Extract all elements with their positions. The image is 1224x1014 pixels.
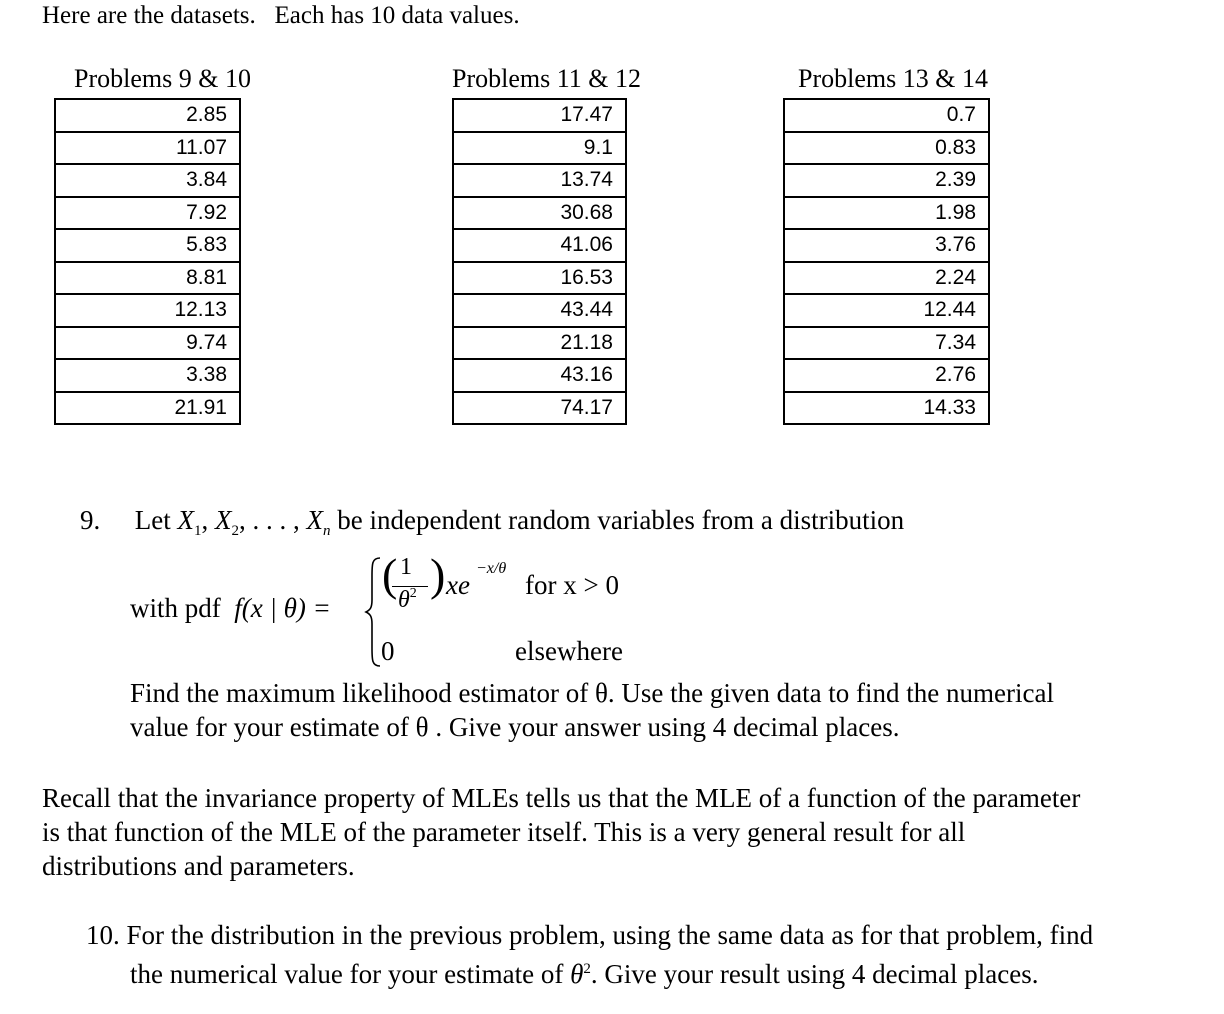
ellipsis: . . . ,: [252, 505, 300, 535]
table-cell: 21.91: [55, 392, 240, 425]
subscript-n: n: [322, 523, 331, 539]
theta-symbol: θ: [570, 959, 584, 989]
table-row: [55, 327, 240, 360]
table-cell: 2.76: [784, 359, 989, 392]
table-cell: 43.44: [453, 294, 626, 327]
table-row: [453, 229, 626, 262]
power-2: 2: [583, 961, 591, 977]
pdf-condition: for x > 0: [525, 570, 619, 600]
table-row: [784, 294, 989, 327]
table-cell: 30.68: [453, 197, 626, 230]
instruction-line: value for your estimate of θ . Give your answer using 4 decimal places.: [130, 712, 900, 742]
problem-9-rest: be independent random variables from a distribution: [337, 505, 905, 535]
table-cell: 16.53: [453, 262, 626, 295]
paragraph-line: is that function of the MLE of the parameter itself. This is a very general result for all: [42, 817, 966, 847]
var-x: X: [177, 505, 194, 535]
table-row: [453, 392, 626, 425]
left-paren-icon: (: [382, 549, 398, 600]
table-cell: 43.16: [453, 359, 626, 392]
table-cell: 9.1: [453, 132, 626, 165]
table-cell: 11.07: [55, 132, 240, 165]
table-row: [453, 99, 626, 132]
table-row: [453, 164, 626, 197]
table-cell: 0.83: [784, 132, 989, 165]
var-x: X: [306, 505, 323, 535]
power-2: 2: [409, 586, 417, 601]
table-cell: 7.92: [55, 197, 240, 230]
problem-9-lead: Let: [134, 505, 171, 535]
paragraph-line: distributions and parameters.: [42, 851, 355, 881]
table-row: [55, 262, 240, 295]
table-row: [55, 229, 240, 262]
dataset-table-9-10: [54, 98, 241, 425]
dataset-table-13-14: [783, 98, 990, 425]
pdf-xe: xe: [446, 570, 470, 600]
table-row: [55, 359, 240, 392]
table-row: [55, 392, 240, 425]
problem-line: 10. For the distribution in the previous problem, using the same data as for that problem, find: [86, 920, 1094, 950]
pdf-zero: 0: [381, 636, 395, 666]
intro-text: Here are the datasets. Each has 10 data values.: [42, 2, 520, 29]
dataset-title-9-10: Problems 9 & 10: [74, 64, 251, 93]
table-cell: 7.34: [784, 327, 989, 360]
with-pdf-text: with pdf: [130, 593, 221, 623]
pdf-function: f(x | θ) =: [234, 593, 331, 623]
problem-9-statement: 9. Let $X_1$, $X_2$, . . . , $X_n$ be independent random variables from a distribution: [80, 505, 905, 539]
table-cell: 3.38: [55, 359, 240, 392]
table-cell: 12.13: [55, 294, 240, 327]
fraction-denominator: [398, 586, 417, 614]
table-row: [784, 327, 989, 360]
pdf-exponent: −x/θ: [476, 560, 507, 577]
problem-line: [86, 952, 1206, 991]
table-cell: 2.39: [784, 164, 989, 197]
table-row: [784, 164, 989, 197]
subscript-2: 2: [231, 523, 239, 539]
theta-symbol: θ: [398, 587, 410, 613]
paragraph-line: Recall that the invariance property of MLEs tells us that the MLE of a function of the parameter: [42, 783, 1081, 813]
table-row: [453, 197, 626, 230]
fraction-numerator: 1: [400, 554, 412, 580]
table-row: [784, 132, 989, 165]
table-cell: 5.83: [55, 229, 240, 262]
pdf-label: [130, 593, 331, 624]
problem-10-statement: [86, 918, 1206, 991]
table-cell: 9.74: [55, 327, 240, 360]
pdf-elsewhere: elsewhere: [515, 636, 623, 666]
table-cell: 3.84: [55, 164, 240, 197]
subscript-1: 1: [193, 523, 202, 539]
table-cell: 12.44: [784, 294, 989, 327]
problem-text: . Give your result using 4 decimal places.: [590, 959, 1039, 989]
right-paren-icon: ): [430, 549, 446, 600]
problem-9-number: 9.: [80, 505, 101, 535]
table-cell: 8.81: [55, 262, 240, 295]
table-cell: 17.47: [453, 99, 626, 132]
table-cell: 74.17: [453, 392, 626, 425]
table-row: [55, 164, 240, 197]
table-cell: 2.24: [784, 262, 989, 295]
table-row: [55, 132, 240, 165]
dataset-title-13-14: Problems 13 & 14: [798, 64, 988, 93]
recall-paragraph: [42, 781, 1202, 883]
table-cell: 3.76: [784, 229, 989, 262]
table-cell: 2.85: [55, 99, 240, 132]
table-row: [784, 197, 989, 230]
table-row: [784, 99, 989, 132]
table-row: [784, 229, 989, 262]
table-cell: 0.7: [784, 99, 989, 132]
instruction-line: Find the maximum likelihood estimator of θ. Use the given data to find the numerical: [130, 678, 1054, 708]
var-x: X: [214, 505, 232, 535]
dataset-title-11-12: Problems 11 & 12: [452, 64, 641, 93]
problem-9-instructions: [130, 676, 1190, 744]
table-row: [453, 327, 626, 360]
table-row: [784, 359, 989, 392]
table-row: [55, 294, 240, 327]
table-row: [55, 99, 240, 132]
table-cell: 1.98: [784, 197, 989, 230]
problem-text: the numerical value for your estimate of: [130, 959, 571, 989]
table-row: [55, 197, 240, 230]
table-cell: 21.18: [453, 327, 626, 360]
table-row: [784, 262, 989, 295]
table-row: [453, 294, 626, 327]
table-row: [453, 132, 626, 165]
table-row: [784, 392, 989, 425]
dataset-table-11-12: [452, 98, 627, 425]
table-cell: 41.06: [453, 229, 626, 262]
table-row: [453, 262, 626, 295]
table-cell: 13.74: [453, 164, 626, 197]
table-cell: 14.33: [784, 392, 989, 425]
table-row: [453, 359, 626, 392]
